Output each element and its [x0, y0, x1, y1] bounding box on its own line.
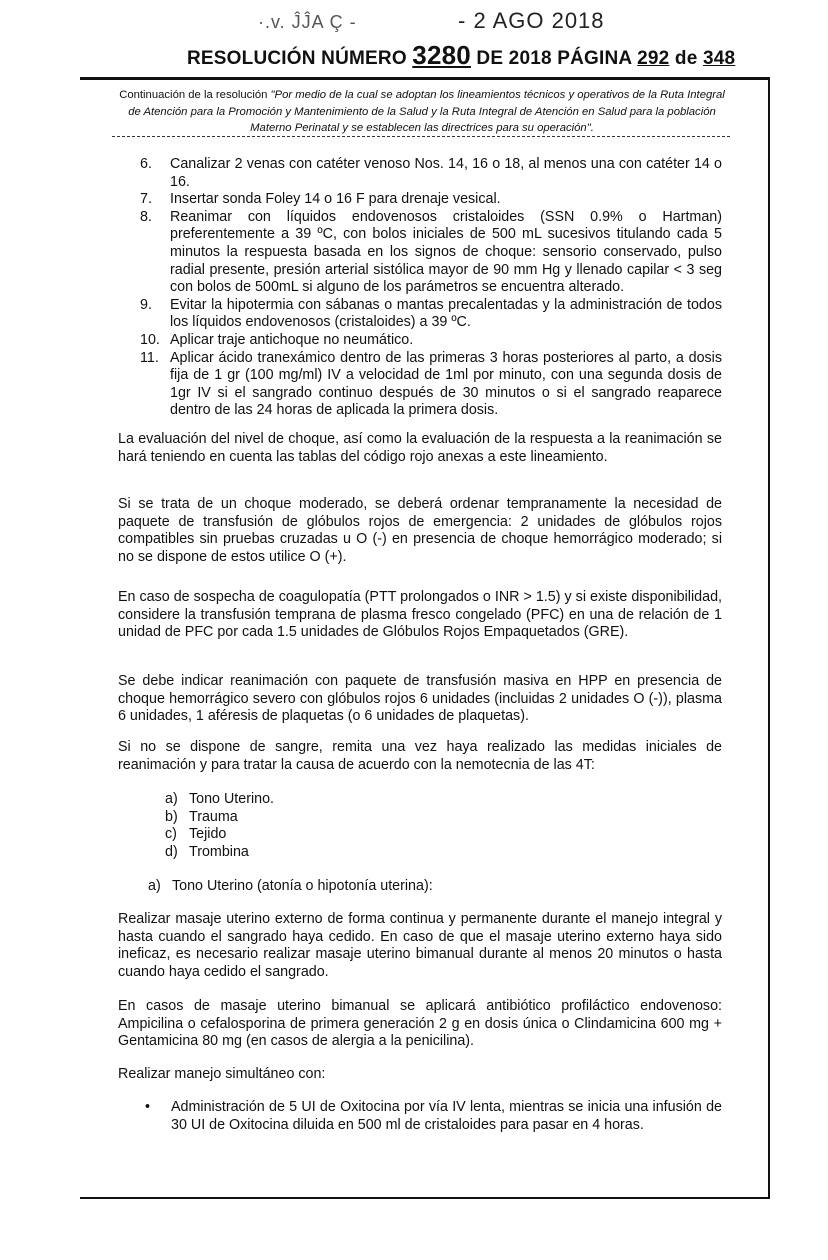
subheading-text: Tono Uterino (atonía o hipotonía uterina):	[172, 878, 433, 894]
continuation-note	[112, 87, 732, 137]
subheading-letter: a)	[148, 878, 161, 894]
title-mid: DE 2018 PÁGINA	[476, 48, 632, 69]
page-total: 348	[702, 48, 736, 69]
paragraph: Realizar manejo simultáneo con:	[118, 1066, 326, 1082]
item-text: Tejido	[189, 826, 227, 843]
stamp-garbled-text: ·.v. ĴĴA Ç -	[258, 12, 357, 32]
bullet-text: Administración de 5 UI de Oxitocina por vía IV lenta, mientras se inicia una infusión de 30 UI de Oxitocina diluida en 500 ml de cristaloides para pasar en 4 horas.	[171, 1099, 722, 1133]
paragraph: Se debe indicar reanimación con paquete de transfusión masiva en HPP en presencia de choque hemorrágico severo con glóbulos rojos 6 unidades (incluidas 2 unidades O (-)), plasma 6 unidades, 1 aféresis de plaquetas (o 6 unidades de plaquetas).	[118, 673, 722, 725]
item-letter: b)	[165, 808, 178, 825]
title-prefix: RESOLUCIÓN NÚMERO	[187, 48, 407, 69]
item-text: Tono Uterino.	[189, 791, 275, 807]
paragraph: Realizar masaje uterino externo de forma continua y permanente durante el manejo integral y hasta cuando el sangrado haya cedido. En caso de que el masaje uterino externo haya sido ineficaz, es necesario realizar masaje uterino bimanual durante al menos 20 minutos o hasta cuando haya cedido el sangrado.	[118, 911, 722, 980]
stamp-date: - 2 AGO 2018	[458, 8, 605, 33]
subheading	[148, 878, 433, 896]
item-number: 7.	[140, 191, 152, 208]
frame-right-line	[768, 77, 770, 1199]
paragraph: En caso de sospecha de coagulopatía (PTT prolongados o INR > 1.5) y si existe disponibilidad, considere la transfusión temprana de plasma fresco congelado (PFC) en una de relación de 1 unidad de PFC por cada 1.5 unidades de Glóbulos Rojos Empaquetados (GRE).	[118, 589, 722, 641]
bullet-item	[145, 1099, 722, 1134]
four-t-list	[165, 791, 274, 861]
page-current: 292	[637, 48, 670, 69]
numbered-list	[140, 156, 722, 420]
paragraph: Si no se dispone de sangre, remita una vez haya realizado las medidas iniciales de reanimación y para tratar la causa de acuerdo con la nemotecnia de las 4T:	[118, 739, 722, 773]
paragraph: La evaluación del nivel de choque, así como la evaluación de la respuesta a la reanimación se hará teniendo en cuenta las tablas del código rojo anexas a este lineamiento.	[118, 431, 722, 465]
item-number: 8.	[140, 208, 152, 225]
list-item	[140, 332, 722, 350]
continuation-quote: "Por medio de la cual se adoptan los lineamientos técnicos y operativos de la Ruta Integral de Atención para la Promoción y Mantenimiento de la Salud y la Ruta Integral de Atención en Salud para la población Materno Perinatal y se establecen las directrices para su operación".	[128, 89, 725, 134]
item-text: Aplicar traje antichoque no neumático.	[170, 331, 414, 348]
item-text: Evitar la hipotermia con sábanas o mantas precalentadas y la administración de todos los líquidos endovenosos (cristaloides) a 39 ºC.	[170, 296, 722, 331]
list-item	[165, 791, 274, 809]
list-item	[140, 191, 722, 209]
list-item	[165, 844, 274, 862]
item-text: Reanimar con líquidos endovenosos cristaloides (SSN 0.9% o Hartman) preferentemente a 39 ºC, con bolos iniciales de 500 mL sucesivos titulando cada 5 minutos la respuesta basada en los signos de choque: sensorio conservado, pulso radial presente, presión arterial sistólica mayor de 90 mm Hg y llenado capilar < 3 seg con bolos de 500mL si alguno de los parámetros se encuentra alterado.	[170, 208, 722, 296]
paragraph: Si se trata de un choque moderado, se deberá ordenar tempranamente la necesidad de paquete de transfusión de glóbulos rojos de emergencia: 2 unidades de glóbulos rojos compatibles sin pruebas cruzadas u O (-) en presencia de choque hemorrágico moderado; si no se dispone de estos utilice O (+).	[118, 496, 722, 565]
item-letter: a)	[165, 791, 178, 807]
item-text: Trauma	[189, 808, 238, 825]
item-text: Trombina	[189, 843, 249, 860]
item-number: 6.	[140, 156, 152, 172]
resolution-number: 3280	[412, 40, 471, 70]
list-item	[165, 826, 274, 844]
item-text: Insertar sonda Foley 14 o 16 F para drenaje vesical.	[170, 191, 501, 208]
frame-bottom-line	[80, 1197, 770, 1199]
paragraph: En casos de masaje uterino bimanual se aplicará antibiótico profiláctico endovenoso: Ampicilina o cefalosporina de primera generación 2 g en dosis única o Clindamicina 600 mg + Gentamicina 80 mg (en casos de alergia a la penicilina).	[118, 998, 722, 1050]
list-item	[140, 209, 722, 297]
item-text: Aplicar ácido tranexámico dentro de las primeras 3 horas posteriores al parto, a dosis fija de 1 gr (100 mg/ml) IV a velocidad de 1ml por minuto, con una segunda dosis de 1gr IV si el sangrado continuo después de 30 minutos o si el sangrado reaparece dentro de las 24 horas de aplicada la primera dosis.	[170, 349, 722, 419]
list-item	[140, 350, 722, 420]
item-letter: c)	[165, 826, 177, 843]
date-stamp	[258, 8, 605, 34]
dashed-divider	[112, 136, 730, 137]
page-of: de	[674, 48, 698, 69]
item-number: 9.	[140, 296, 152, 313]
list-item	[140, 297, 722, 332]
item-number: 10.	[140, 331, 160, 348]
list-item	[140, 156, 722, 191]
item-number: 11.	[140, 349, 159, 366]
continuation-label: Continuación de la resolución	[119, 89, 268, 101]
frame-top-line	[80, 77, 770, 80]
item-text: Canalizar 2 venas con catéter venoso Nos. 14, 16 o 18, al menos una con catéter 14 o 16.	[170, 156, 722, 190]
list-item	[165, 809, 274, 827]
bullet-icon: •	[145, 1099, 151, 1115]
resolution-title	[187, 40, 735, 71]
item-letter: d)	[165, 843, 178, 860]
